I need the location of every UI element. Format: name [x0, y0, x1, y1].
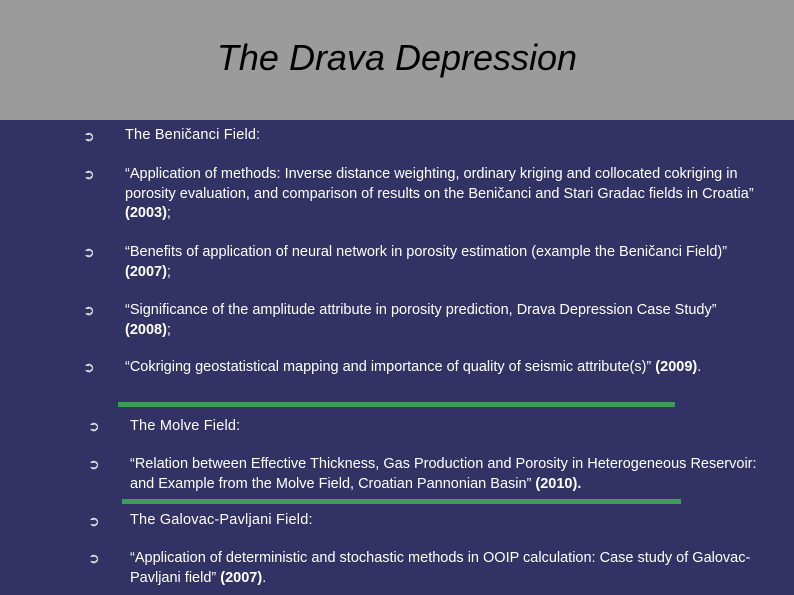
page-title: The Drava Depression [216, 37, 578, 78]
reference-text: “Benefits of application of neural network in porosity estimation (example the Beničanci Field)” [125, 244, 728, 260]
reference-item [125, 243, 755, 282]
reference-item [125, 301, 755, 340]
reference-tail: ; [166, 321, 171, 338]
section-divider [122, 499, 681, 504]
reference-tail: ; [166, 263, 171, 280]
bullet-icon: ➲ [88, 418, 100, 434]
reference-item [130, 455, 758, 494]
bullet-icon: ➲ [88, 550, 100, 566]
bullet-icon: ➲ [83, 359, 95, 375]
reference-tail: ; [166, 205, 171, 221]
section-divider [118, 402, 675, 407]
bullet-icon: ➲ [88, 513, 100, 529]
bullet-icon: ➲ [83, 166, 95, 182]
reference-text: “Application of deterministic and stochastic methods in OOIP calculation: Case study of Galovac-Pavljani field” [130, 550, 751, 586]
reference-item [130, 549, 758, 588]
bullet-icon: ➲ [83, 128, 95, 144]
reference-item [125, 358, 755, 378]
reference-year: (2009) [655, 359, 698, 375]
section-heading-galovac-pavljani: The Galovac-Pavljani Field: [130, 512, 313, 528]
reference-year: (2010). [535, 475, 582, 492]
bullet-icon: ➲ [83, 244, 95, 260]
bullet-icon: ➲ [88, 456, 100, 472]
reference-text: “Cokriging geostatistical mapping and importance of quality of seismic attribute(s)” [125, 359, 656, 375]
reference-year: (2007) [220, 569, 263, 586]
reference-text: “Significance of the amplitude attribute in porosity prediction, Drava Depression Case Study” [125, 302, 717, 318]
title-bar [0, 0, 794, 120]
reference-year: (2008) [125, 321, 167, 338]
reference-tail: . [262, 569, 267, 586]
reference-year: (2003) [125, 205, 167, 221]
reference-item [125, 165, 755, 224]
reference-tail: . [697, 359, 702, 375]
section-heading-benicanci: The Beničanci Field: [125, 127, 261, 143]
bullet-icon: ➲ [83, 302, 95, 318]
reference-text: “Relation between Effective Thickness, Gas Production and Porosity in Heterogeneous Reservoir: and Example from the Molve Field, Croatian Pannonian Basin” [130, 456, 757, 492]
section-heading-molve: The Molve Field: [130, 418, 241, 434]
reference-text: “Application of methods: Inverse distance weighting, ordinary kriging and collocated cokriging in porosity evaluation, and comparison of results on the Beničanci and Stari Gradac fields in Croatia” [125, 166, 754, 202]
reference-year: (2007) [125, 263, 167, 280]
